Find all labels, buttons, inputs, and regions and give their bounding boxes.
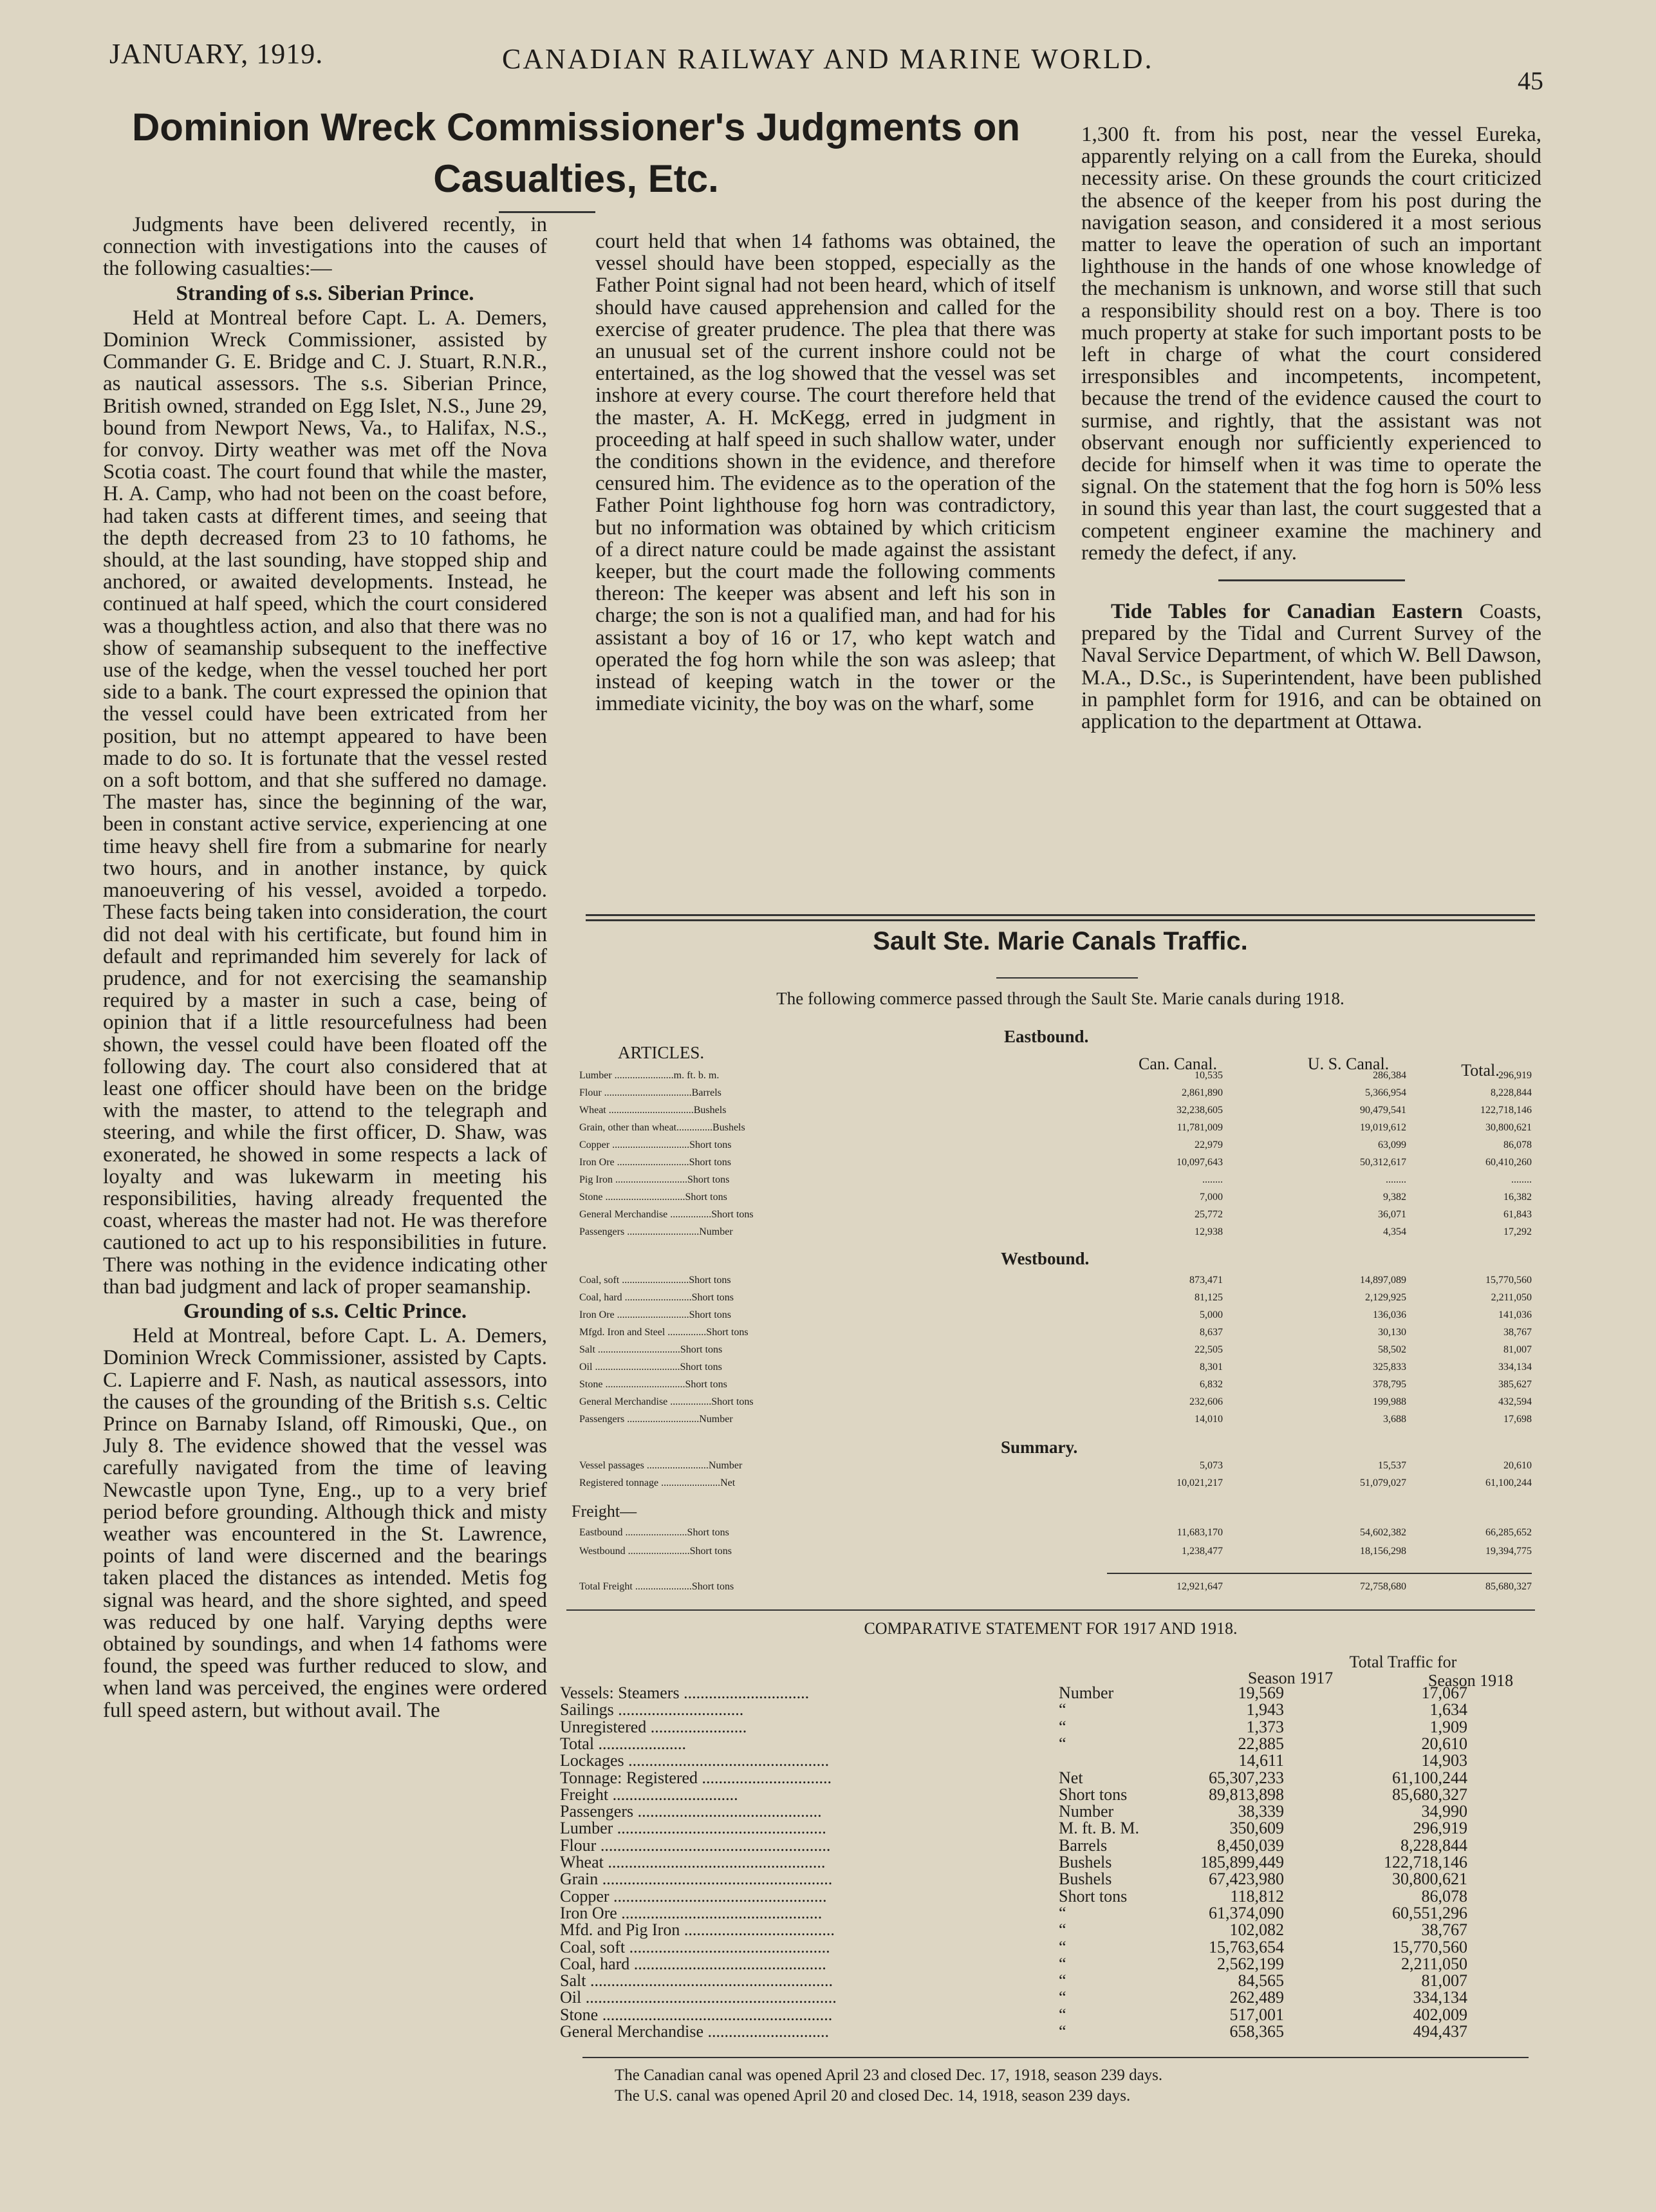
row-unit: Short tons [1059, 1785, 1128, 1804]
value-can: 5,000 [1200, 1309, 1223, 1320]
value-total: ........ [1511, 1174, 1532, 1185]
value-can: 232,606 [1189, 1396, 1223, 1407]
value-us: 90,479,541 [1360, 1105, 1406, 1116]
row-label: Iron Ore ............................Short tons [579, 1157, 731, 1168]
eastbound-row [579, 1226, 1532, 1243]
row-label: Flour ....................................................... [560, 1835, 831, 1855]
row-label: Iron Ore ............................Short tons [579, 1309, 731, 1320]
comparative-row [560, 1734, 1532, 1751]
row-label: General Merchandise ............................. [560, 2022, 830, 2041]
row-label: Tonnage: Registered ............................... [560, 1768, 832, 1787]
comparative-row [560, 1954, 1532, 1971]
value-1918: 122,718,146 [1384, 1853, 1467, 1871]
row-unit: “ [1059, 1954, 1066, 1973]
row-unit: “ [1059, 1700, 1066, 1720]
value-us: 199,988 [1373, 1396, 1406, 1407]
row-label: Mfgd. Iron and Steel ...............Short tons [579, 1327, 749, 1338]
value-us: 325,833 [1373, 1362, 1406, 1373]
row-label: Copper ................................................... [560, 1886, 827, 1906]
double-rule-top [586, 914, 1535, 916]
value-total: 19,394,775 [1485, 1546, 1532, 1557]
value-can: 2,861,890 [1182, 1087, 1223, 1098]
value-1917: 118,812 [1230, 1886, 1284, 1906]
value-can: 10,021,217 [1177, 1477, 1223, 1488]
notes-rule [582, 2057, 1529, 2058]
value-1918: 334,134 [1413, 1988, 1467, 2007]
row-label: Passengers ............................................ [560, 1802, 822, 1821]
article-intro: Judgments have been delivered recently, in connection with investigations into the causes of the following casualties:— [103, 213, 547, 281]
comparative-row [560, 1683, 1532, 1700]
row-label: Passengers ............................Number [579, 1226, 733, 1237]
comparative-row [560, 1836, 1532, 1853]
westbound-row [579, 1292, 1532, 1309]
value-1917: 517,001 [1229, 2005, 1284, 2024]
value-total: 17,292 [1503, 1226, 1532, 1237]
articles-label: ARTICLES. [618, 1043, 705, 1062]
us-canal-note: The U.S. canal was opened April 20 and closed Dec. 14, 1918, season 239 days. [615, 2087, 1131, 2104]
total-freight-label: Total Freight ......................Short tons [579, 1581, 734, 1592]
value-total: 141,036 [1498, 1309, 1532, 1320]
article-column-2 [595, 230, 1056, 715]
journal-title: CANADIAN RAILWAY AND MARINE WORLD. [502, 43, 1154, 75]
value-1917: 19,569 [1238, 1683, 1284, 1702]
row-label: Salt ................................Short tons [579, 1344, 723, 1355]
eastbound-row [579, 1139, 1532, 1156]
canadian-canal-note: The Canadian canal was opened April 23 and closed Dec. 17, 1918, season 239 days. [615, 2067, 1163, 2084]
value-us: 51,079,027 [1360, 1477, 1406, 1488]
value-1917: 2,562,199 [1217, 1954, 1284, 1973]
comparative-row [560, 1768, 1532, 1785]
value-1918: 14,903 [1421, 1751, 1467, 1770]
row-label: Coal, soft ................................................ [560, 1937, 830, 1956]
tide-tables-notice [1081, 601, 1541, 733]
value-1918: 20,610 [1421, 1734, 1467, 1753]
eastbound-row [579, 1105, 1532, 1121]
value-us: 18,156,298 [1360, 1546, 1406, 1557]
row-unit: “ [1059, 1717, 1066, 1736]
comparative-rule [566, 1609, 1535, 1611]
value-1917: 61,374,090 [1209, 1903, 1284, 1922]
value-1917: 1,943 [1246, 1700, 1284, 1720]
value-total: 385,627 [1498, 1379, 1532, 1390]
value-us: 3,688 [1383, 1414, 1406, 1425]
value-can: 10,097,643 [1177, 1157, 1223, 1168]
value-can: 22,979 [1195, 1139, 1223, 1150]
value-us: 50,312,617 [1360, 1157, 1406, 1168]
total-freight-row [579, 1581, 1532, 1598]
value-us: 378,795 [1373, 1379, 1406, 1390]
value-can: 14,010 [1195, 1414, 1223, 1425]
value-can: 81,125 [1195, 1292, 1223, 1303]
value-us: ........ [1386, 1174, 1406, 1185]
comparative-row [560, 2022, 1532, 2039]
page-number: 45 [1518, 66, 1543, 95]
row-label: Unregistered ....................... [560, 1717, 747, 1736]
value-1918: 402,009 [1413, 2005, 1467, 2024]
value-1917: 1,373 [1246, 1717, 1284, 1736]
value-us: 19,019,612 [1360, 1122, 1406, 1133]
value-1917: 65,307,233 [1209, 1768, 1284, 1787]
value-1918: 15,770,560 [1392, 1937, 1467, 1956]
row-label: Flour ..................................Barrels [579, 1087, 721, 1098]
row-label: Oil ............................................................ [560, 1988, 837, 2007]
row-label: Lumber .......................m. ft. b. m. [579, 1070, 720, 1081]
row-unit: Bushels [1059, 1870, 1112, 1889]
westbound-row [579, 1309, 1532, 1326]
value-us: 63,099 [1378, 1139, 1406, 1150]
value-total: 20,610 [1503, 1460, 1532, 1471]
value-us: 30,130 [1378, 1327, 1406, 1338]
row-label: Sailings .............................. [560, 1700, 744, 1720]
value-us: 14,897,089 [1360, 1275, 1406, 1286]
value-1917: 89,813,898 [1209, 1785, 1284, 1804]
comparative-row [560, 1718, 1532, 1734]
row-label: Lockages ................................................ [560, 1751, 830, 1770]
value-1918: 81,007 [1421, 1971, 1467, 1991]
value-can: 8,637 [1200, 1327, 1223, 1338]
row-unit: “ [1059, 1920, 1066, 1940]
value-us: 136,036 [1373, 1309, 1406, 1320]
value-1917: 14,611 [1238, 1751, 1284, 1770]
value-us: 58,502 [1378, 1344, 1406, 1355]
summary-row [579, 1460, 1532, 1477]
comparative-row [560, 1751, 1532, 1768]
row-label: Eastbound ........................Short tons [579, 1527, 729, 1538]
value-total: 86,078 [1503, 1139, 1532, 1150]
value-total: 2,211,050 [1491, 1292, 1532, 1303]
tide-tables-lead: Tide Tables for Canadian Eastern [1111, 600, 1463, 624]
value-total: 61,100,244 [1485, 1477, 1532, 1488]
comparative-row [560, 1785, 1532, 1802]
eastbound-row [579, 1087, 1532, 1104]
row-unit: Net [1059, 1768, 1083, 1787]
value-1918: 17,067 [1421, 1683, 1467, 1702]
comparative-row [560, 1819, 1532, 1838]
row-unit: “ [1059, 1734, 1066, 1753]
comparative-title: COMPARATIVE STATEMENT FOR 1917 AND 1918. [864, 1619, 1238, 1638]
value-1917: 350,609 [1229, 1819, 1284, 1838]
value-us: 9,382 [1383, 1192, 1406, 1203]
value-1918: 8,228,844 [1400, 1835, 1467, 1855]
row-unit: Number [1059, 1802, 1114, 1821]
row-label: Wheat .................................Bushels [579, 1105, 727, 1116]
comparative-row [560, 1938, 1532, 1954]
summary-label: Summary. [1001, 1438, 1078, 1457]
comparative-row [560, 1700, 1532, 1720]
value-can: 6,832 [1200, 1379, 1223, 1390]
value-1918: 1,634 [1429, 1700, 1467, 1720]
value-1917: 22,885 [1238, 1734, 1284, 1753]
column-2-text: court held that when 14 fathoms was obtained, the vessel should have been stopped, especially as the Father Point signal had not been heard, which of itself should have caused apprehension and called for the exercise of greater prudence. The plea that there was an unusual set of the current inshore could not be entertained, as the log showed that the vessel was set inshore at every course. The court therefore held that the master, A. H. McKegg, erred in judgment in proceeding at half speed in such shallow water, under the conditions shown in the evidence, and therefore censured him. The evidence as to the operation of the Father Point lighthouse fog horn was contradictory, but no information was obtained by which criticism of a direct nature could be made against the assistant keeper, but the court made the following comments thereon: The keeper was absent and left his son in charge; the son is not a qualified man, and had for his assistant a boy of 16 or 17, who kept watch and operated the fog horn while the son was asleep; that instead of keeping watch in the tower or the immediate vicinity, the boy was on the wharf, some [595, 230, 1056, 716]
eastbound-row [579, 1174, 1532, 1191]
issue-date: JANUARY, 1919. [109, 38, 324, 70]
tide-tables-text: Coasts, prepared by the Tidal and Current Survey of the Naval Service Department, of which W. Bell Dawson, M.A., D.Sc., is Superintendent, have been published in pamphlet form for 1916, and can be obtained on application to the department at Ottawa. [1081, 600, 1541, 734]
value-1917: 84,565 [1238, 1971, 1284, 1991]
eastbound-row [579, 1192, 1532, 1208]
value-1918: 30,800,621 [1392, 1870, 1467, 1889]
value-1918: 86,078 [1421, 1886, 1467, 1906]
row-label: Wheat .................................................... [560, 1853, 826, 1871]
comparative-row [560, 1870, 1532, 1889]
comparative-row [560, 1920, 1532, 1940]
row-unit: “ [1059, 1937, 1066, 1956]
row-label: Lumber .................................................. [560, 1819, 826, 1838]
comparative-row [560, 2005, 1532, 2022]
eastbound-row [579, 1209, 1532, 1226]
eastbound-label: Eastbound. [1004, 1027, 1089, 1046]
value-can: 8,301 [1200, 1362, 1223, 1373]
article-title: Dominion Wreck Commissioner's Judgments on Casualties, Etc. [131, 106, 1021, 200]
row-label: Grain, other than wheat..............Bushels [579, 1122, 745, 1133]
value-us: 36,071 [1378, 1209, 1406, 1220]
value-1917: 15,763,654 [1209, 1937, 1284, 1956]
eastbound-row [579, 1122, 1532, 1139]
column-3-text: 1,300 ft. from his post, near the vessel Eureka, apparently relying on a call from the Eureka, should necessity arise. On these grounds the court criticized the absence of the keeper from his post during the navigation season, and considered it a most serious matter to leave the operation of such an important lighthouse in the hands of one whose knowledge of the mechanism is unknown, and worse still that such a responsibility should rest on a boy. There is too much property at stake for such important posts to be left in charge of what the court considered irresponsibles and incompetents, incompetent, because the trend of the evidence caused the court to surmise, and rightly, that the assistant was not observant enough nor sufficiently experienced to decide for himself when it was time to operate the signal. On the statement that the fog horn is 50% less in sound this year than last, the court suggested that a competent engineer examine the machinery and remedy the defect, if any. [1081, 123, 1541, 565]
row-unit: “ [1059, 2022, 1066, 2041]
value-1918: 494,437 [1413, 2022, 1467, 2041]
value-total: 122,718,146 [1480, 1105, 1532, 1116]
value-us: 5,366,954 [1365, 1087, 1406, 1098]
row-unit: “ [1059, 1988, 1066, 2007]
value-can: 12,938 [1195, 1226, 1223, 1237]
value-1918: 2,211,050 [1400, 1954, 1467, 1973]
traffic-title: Sault Ste. Marie Canals Traffic. [873, 927, 1248, 955]
value-1917: 658,365 [1229, 2022, 1284, 2041]
total-freight-can: 12,921,647 [1177, 1581, 1223, 1592]
value-can: 11,781,009 [1177, 1122, 1223, 1133]
value-1918: 60,551,296 [1392, 1903, 1467, 1922]
total-rule [1107, 1573, 1532, 1574]
row-label: Coal, hard ..........................Short tons [579, 1292, 734, 1303]
value-total: 66,285,652 [1485, 1527, 1532, 1538]
col-header-can: Can. Canal. [1138, 1054, 1218, 1073]
westbound-row [579, 1379, 1532, 1396]
section-divider [1218, 579, 1405, 581]
row-label: Registered tonnage .......................Net [579, 1477, 736, 1488]
westbound-row [579, 1344, 1532, 1361]
article-column-3 [1081, 124, 1541, 733]
value-1917: 102,082 [1229, 1920, 1284, 1940]
comparative-header-1917: Season 1917 [1247, 1669, 1334, 1687]
row-label: Westbound ........................Short tons [579, 1546, 732, 1557]
row-label: Stone ....................................................... [560, 2005, 833, 2024]
value-total: 60,410,260 [1485, 1157, 1532, 1168]
value-total: 432,594 [1498, 1396, 1532, 1407]
double-rule-bottom [586, 919, 1535, 921]
comparative-row [560, 1802, 1532, 1819]
col-header-us: U. S. Canal. [1307, 1054, 1390, 1073]
row-label: Salt .......................................................... [560, 1971, 833, 1991]
row-label: Stone ...............................Short tons [579, 1379, 727, 1390]
row-label: Stone ...............................Short tons [579, 1192, 727, 1203]
value-total: 296,919 [1498, 1070, 1532, 1081]
value-1917: 8,450,039 [1217, 1835, 1284, 1855]
row-label: General Merchandise ................Short tons [579, 1209, 754, 1220]
article-column-1 [103, 214, 547, 1721]
value-us: 2,129,925 [1365, 1292, 1406, 1303]
value-can: 7,000 [1200, 1192, 1223, 1203]
row-label: Vessels: Steamers .............................. [560, 1683, 810, 1702]
row-label: Copper ..............................Short tons [579, 1139, 732, 1150]
col-header-total: Total. [1461, 1061, 1500, 1080]
value-total: 334,134 [1498, 1362, 1532, 1373]
value-total: 38,767 [1503, 1327, 1532, 1338]
row-unit: Short tons [1059, 1886, 1128, 1906]
row-label: Coal, soft ..........................Short tons [579, 1275, 731, 1286]
value-us: 286,384 [1373, 1070, 1406, 1081]
comparative-row [560, 1853, 1532, 1870]
value-can: 10,535 [1195, 1070, 1223, 1081]
comparative-row [560, 1887, 1532, 1904]
westbound-row [579, 1275, 1532, 1291]
value-can: 1,238,477 [1182, 1546, 1223, 1557]
value-can: 32,238,605 [1177, 1105, 1223, 1116]
value-us: 54,602,382 [1360, 1527, 1406, 1538]
value-1918: 61,100,244 [1392, 1768, 1467, 1787]
freight-row [579, 1546, 1532, 1562]
comparative-row [560, 1904, 1532, 1920]
value-1917: 262,489 [1229, 1988, 1284, 2007]
row-label: Oil .................................Short tons [579, 1362, 722, 1373]
value-1917: 67,423,980 [1209, 1870, 1284, 1889]
value-us: 15,537 [1378, 1460, 1406, 1471]
siberian-prince-text: Held at Montreal before Capt. L. A. Demers, Dominion Wreck Commissioner, assisted by Commander G. E. Bridge and C. J. Stuart, R.N.R., as nautical assessors. The s.s. Siberian Prince, British owned, stranded on Egg Islet, N.S., June 29, bound from Newport News, Va., to Halifax, N.S., for convoy. Dirty weather was met off the Nova Scotia coast. The court found that while the master, H. A. Camp, who had not been on the coast before, had taken casts at different times, and seeing that the depth decreased from 23 to 10 fathoms, he should, at the last sounding, have stopped ship and anchored, or awaited developments. Instead, he continued at half speed, which the court considered was a thoughtless action, and also that there was no show of seamanship subsequent to the ineffective use of the kedge, when the vessel touched her port side to a bank. The court expressed the opinion that the vessel could have been extricated from her position, but no attempt appeared to have been made to do so. It is fortunate that the vessel rested on a soft bottom, and that she suffered no damage. The master has, since the beginning of the war, been in constant active service, experiencing at one time heavy shell fire from a submarine for nearly two hours, and in another instance, by quick manoeuvering of his vessel, avoided a torpedo. These facts being taken into consideration, the court did not deal with his certificate, but found him in default and reprimanded him severely for lack of prudence, and for not exercising the seamanship required by a master in such a case, being of opinion that if a little resourcefulness had been shown, the vessel could have been floated off the following day. The court also considered that at least one officer should have been on the bridge with the master, to attend to the telegraph and steering, and while the first officer, D. Shaw, was exonerated, he showed in some respects a lack of loyalty and was lukewarm in meeting his responsibilities, having already frequented the coast, whereas the master had not. He was therefore cautioned to act up to his responsibilities in future. There was nothing in the evidence indicating other than bad judgment and lack of proper seamanship. [103, 306, 547, 1298]
total-freight-us: 72,758,680 [1360, 1581, 1406, 1592]
westbound-row [579, 1414, 1532, 1430]
subhead-celtic-prince: Grounding of s.s. Celtic Prince. [183, 1299, 467, 1323]
value-can: 873,471 [1189, 1275, 1223, 1286]
value-total: 8,228,844 [1491, 1087, 1532, 1098]
value-can: 25,772 [1195, 1209, 1223, 1220]
eastbound-row [579, 1070, 1532, 1087]
freight-row [579, 1527, 1532, 1544]
row-label: Mfd. and Pig Iron .................................... [560, 1920, 835, 1940]
value-1918: 34,990 [1421, 1802, 1467, 1821]
value-total: 16,382 [1503, 1192, 1532, 1203]
row-unit: “ [1059, 1903, 1066, 1922]
row-label: General Merchandise ................Short tons [579, 1396, 754, 1407]
row-unit: “ [1059, 1971, 1066, 1991]
westbound-row [579, 1362, 1532, 1378]
value-can: 5,073 [1200, 1460, 1223, 1471]
row-label: Freight .............................. [560, 1785, 738, 1804]
subhead-siberian-prince: Stranding of s.s. Siberian Prince. [176, 281, 474, 305]
value-total: 81,007 [1503, 1344, 1532, 1355]
value-can: 22,505 [1195, 1344, 1223, 1355]
value-1917: 38,339 [1238, 1802, 1284, 1821]
value-us: 4,354 [1383, 1226, 1406, 1237]
row-label: Passengers ............................Number [579, 1414, 733, 1425]
freight-label: Freight— [572, 1502, 637, 1521]
value-total: 30,800,621 [1485, 1122, 1532, 1133]
value-can: ........ [1202, 1174, 1223, 1185]
westbound-row [579, 1396, 1532, 1413]
westbound-row [579, 1327, 1532, 1344]
row-unit: Bushels [1059, 1853, 1112, 1871]
traffic-intro: The following commerce passed through the Sault Ste. Marie canals during 1918. [776, 989, 1344, 1008]
eastbound-row [579, 1157, 1532, 1174]
value-can: 11,683,170 [1177, 1527, 1223, 1538]
value-1918: 38,767 [1421, 1920, 1467, 1940]
comparative-row [560, 1988, 1532, 2005]
value-1918: 296,919 [1413, 1819, 1467, 1838]
value-1917: 185,899,449 [1200, 1853, 1284, 1871]
westbound-label: Westbound. [1001, 1249, 1090, 1268]
celtic-prince-text: Held at Montreal, before Capt. L. A. Demers, Dominion Wreck Commissioner, assisted by Capts. C. Lapierre and F. Nash, as nautical assessors, into the causes of the grounding of the British s.s. Celtic Prince on Barnaby Island, off Rimouski, Que., on July 8. The evidence showed that the vessel was carefully navigated from the time of leaving Newcastle upon Tyne, Eng., up to a very brief period before grounding. Although thick and misty weather was encountered in the St. Lawrence, points of land were discerned and the bearings taken placed the distances as intended. Metis fog signal was heard, and the shore sighted, and speed was reduced by one half. Varying depths were obtained by soundings, and when 14 fathoms were found, the speed was further reduced to slow, and when land was perceived, the engines were ordered full speed astern, but without avail. The [103, 1324, 547, 1722]
comparative-header-1918: Season 1918 [1428, 1671, 1514, 1690]
row-label: Pig Iron ............................Short tons [579, 1174, 730, 1185]
traffic-title-rule [996, 977, 1138, 979]
row-unit: “ [1059, 2005, 1066, 2024]
value-1918: 85,680,327 [1392, 1785, 1467, 1804]
comparative-header-top: Total Traffic for [1349, 1653, 1457, 1671]
row-label: Vessel passages ........................Number [579, 1460, 743, 1471]
row-unit: M. ft. B. M. [1059, 1819, 1139, 1838]
row-label: Grain ....................................................... [560, 1870, 833, 1889]
row-label: Coal, hard .............................................. [560, 1954, 826, 1973]
total-freight-total: 85,680,327 [1485, 1581, 1532, 1592]
value-total: 15,770,560 [1485, 1275, 1532, 1286]
value-1918: 1,909 [1429, 1717, 1467, 1736]
value-total: 61,843 [1503, 1209, 1532, 1220]
comparative-row [560, 1971, 1532, 1991]
summary-row [579, 1477, 1532, 1494]
row-unit: Barrels [1059, 1835, 1108, 1855]
value-total: 17,698 [1503, 1414, 1532, 1425]
row-label: Iron Ore ................................................ [560, 1903, 823, 1922]
row-label: Total ..................... [560, 1734, 687, 1753]
row-unit: Number [1059, 1683, 1114, 1702]
